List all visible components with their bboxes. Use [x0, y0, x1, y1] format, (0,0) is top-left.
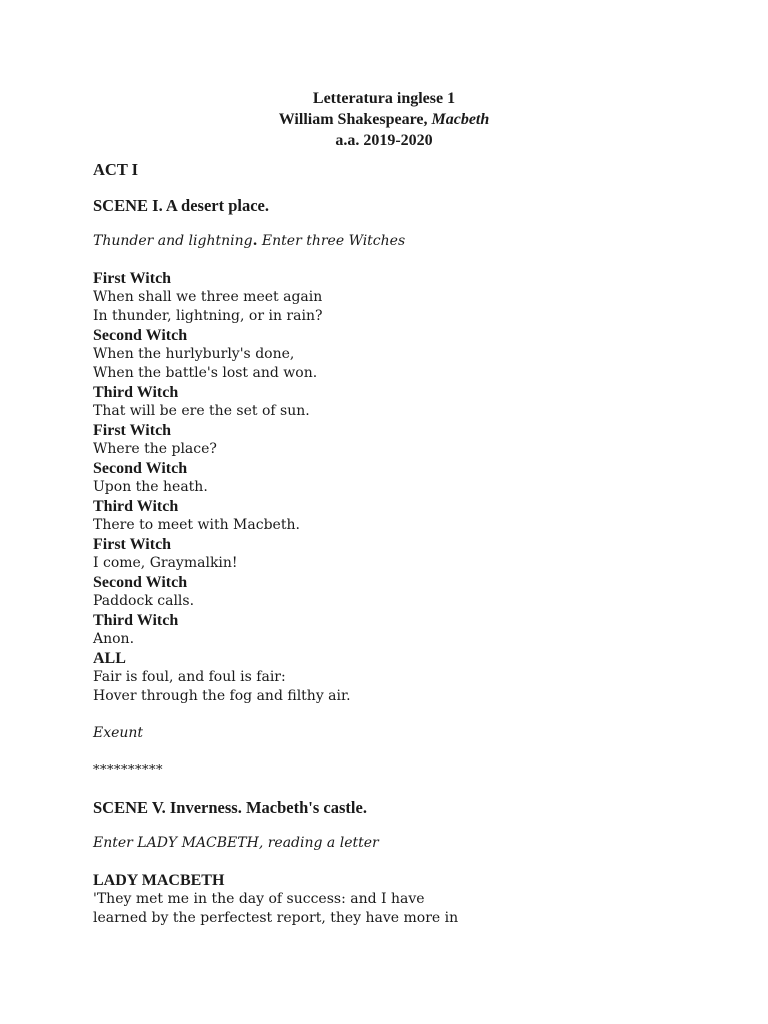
speaker-name: Third Witch: [93, 498, 179, 515]
verse-line: learned by the perfectest report, they have more in: [93, 910, 459, 926]
speaker-name: Second Witch: [93, 574, 188, 591]
speaker-name: Second Witch: [93, 460, 188, 477]
stage-direction-part: , reading a letter: [258, 835, 379, 851]
verse-line: 'They met me in the day of success: and I have: [93, 891, 425, 907]
section-separator: **********: [93, 763, 163, 778]
act-heading: ACT I: [93, 160, 139, 179]
scene-1-heading: SCENE I. A desert place.: [93, 196, 270, 215]
scene-5-stage-direction: [93, 834, 713, 853]
speaker-name: First Witch: [93, 536, 172, 553]
verse-line: Upon the heath.: [93, 479, 208, 495]
verse-line: When the battle's lost and won.: [93, 365, 318, 381]
verse-line: Fair is foul, and foul is fair:: [93, 669, 286, 685]
stage-direction-part: Thunder and lightning: [93, 233, 253, 249]
speaker-name: ALL: [93, 650, 126, 667]
academic-year: a.a. 2019-2020: [335, 132, 433, 149]
scene-1-stage-direction: [93, 232, 713, 251]
stage-direction-part: Enter three Witches: [257, 233, 406, 249]
verse-line: Paddock calls.: [93, 593, 195, 609]
speaker-name: Third Witch: [93, 612, 179, 629]
work-title: [0, 109, 768, 130]
stage-direction-dot: .: [252, 233, 258, 249]
exit-direction: Exeunt: [93, 725, 144, 741]
verse-line: That will be ere the set of sun.: [93, 403, 310, 419]
course-title: Letteratura inglese 1: [312, 90, 456, 107]
verse-line: In thunder, lightning, or in rain?: [93, 308, 323, 324]
verse-line: When shall we three meet again: [93, 289, 323, 305]
scene-5-heading: SCENE V. Inverness. Macbeth's castle.: [93, 798, 367, 817]
play-text: [93, 160, 713, 928]
speaker-name: LADY MACBETH: [93, 872, 225, 889]
verse-line: Hover through the fog and filthy air.: [93, 688, 351, 704]
document-header: [0, 88, 768, 151]
scene-1-dialogue: [93, 269, 713, 706]
stage-direction-part: Enter LADY MACBETH: [93, 835, 259, 851]
speaker-name: First Witch: [93, 422, 172, 439]
speaker-name: Second Witch: [93, 327, 188, 344]
play-title: Macbeth: [431, 111, 490, 128]
verse-line: There to meet with Macbeth.: [93, 517, 300, 533]
verse-line: When the hurlyburly's done,: [93, 346, 295, 362]
author-name: William Shakespeare,: [278, 111, 432, 128]
verse-line: I come, Graymalkin!: [93, 555, 238, 571]
speaker-name: Third Witch: [93, 384, 179, 401]
verse-line: Anon.: [93, 631, 135, 647]
verse-line: Where the place?: [93, 441, 217, 457]
speaker-name: First Witch: [93, 270, 172, 287]
